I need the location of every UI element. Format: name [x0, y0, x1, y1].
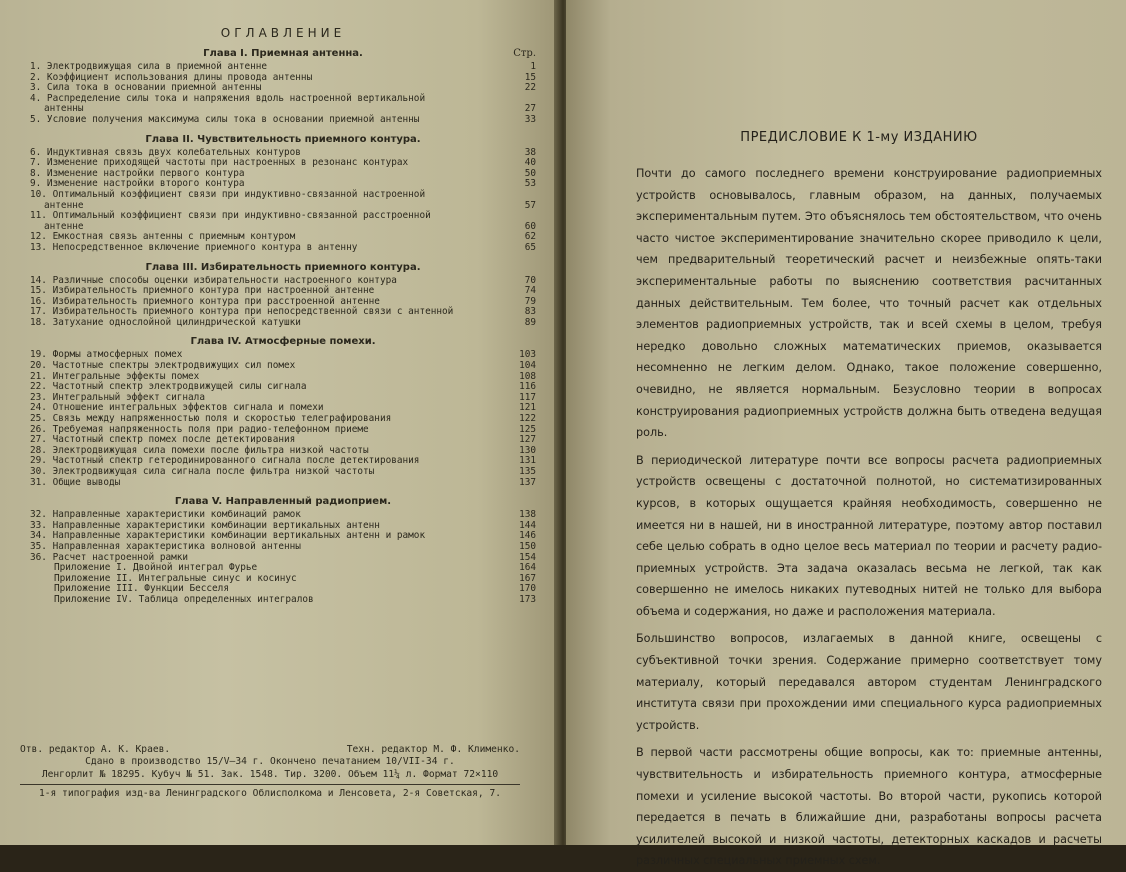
toc-entry-title: 24. Отношение интегральных эффектов сигнала и помехи [30, 402, 324, 414]
toc-entry-page: 1 [530, 61, 536, 72]
toc-entry-title: 27. Частотный спектр помех после детектирования [30, 434, 296, 446]
toc-entry-page: 83 [524, 306, 536, 318]
toc-entry-title: Приложение II. Интегральные синус и косинус [54, 572, 297, 584]
toc-entry-page: 164 [519, 562, 536, 574]
toc-chapter-title: Глава I. Приемная антенна. [203, 48, 363, 59]
toc-entry-title: антенны [44, 103, 84, 115]
toc-entry-page: 117 [519, 391, 536, 403]
toc-entry-page: 108 [519, 370, 536, 382]
toc-chapter [30, 132, 536, 148]
toc-entry-page: 173 [519, 593, 536, 605]
toc-entry-title: 32. Направленные характеристики комбинаций рамок [30, 509, 301, 521]
preface-title: ПРЕДИСЛОВИЕ К 1-му ИЗДАНИЮ [740, 130, 978, 145]
imprint-printer: 1-я типография изд-ва Ленинградского Облисполкома и Ленсовета, 2-я Советская, 7. [38, 788, 502, 800]
toc-entry-page: 65 [524, 241, 536, 253]
toc-entry-title: 30. Электродвижущая сила сигнала после фильтра низкой частоты [30, 466, 375, 477]
toc-entry-page: 50 [524, 167, 536, 179]
toc-entry-page: 27 [524, 103, 536, 115]
toc-entry [30, 478, 536, 489]
toc-entry-page: 137 [519, 476, 536, 488]
toc-entry-page: 74 [524, 285, 536, 297]
toc-entry-title: антенне [44, 220, 84, 232]
preface-paragraph: В периодической литературе почти все вопросы расчета радиоприемных устройств освещены с достаточной полнотой, но систематизированных курсов, в которых ощущается крайняя необходимость, совершенно не имеется ни в нашей, ни в иностранной литературе, поэтому автор поставил себе целью собрать в одно целое весь материал по теории и расчету радио-приемных устройств. Эта задача оказалась весьма не легкой, так как совершенно не имелось никаких путеводных нитей не только для выбора объема и содержания, но даже и расположения материала. [636, 453, 1102, 618]
toc-entry-title: 28. Электродвижущая сила помехи после фильтра низкой частоты [30, 444, 369, 456]
preface-paragraph: Большинство вопросов, излагаемых в данной книге, освещены с субъективной точки зрения. Содержание примерно соответствует тому материалу, который передавался автором студентам Ленинградского института связи при прохождении ими специального курса радиоприемных устройств. [636, 632, 1102, 732]
toc-entry-page [506, 190, 536, 201]
toc-entry-page: 57 [524, 199, 536, 211]
toc-entry [30, 94, 536, 105]
toc-entry [30, 595, 536, 606]
toc-chapter-title: Глава V. Направленный радиоприем. [174, 496, 392, 508]
preface-paragraph: В первой части рассмотрены общие вопросы, как то: приемные антенны, чувствительность и избирательность приемного контура, атмосферные помехи и усиление высокой частоты. Во второй части, рукопись которой передается в печать в ближайшие дни, разработаны вопросы расчета усилителей высокой и низкой частоты, детекторных каскадов и расчеты различных специальных приемных схем. [636, 746, 1102, 868]
toc-entry-page: 167 [519, 572, 536, 584]
toc-entry-title: Приложение I. Двойной интеграл Фурье [54, 562, 258, 574]
toc-entry-title: 20. Частотные спектры электродвижущих сил помех [30, 360, 296, 372]
toc-entry-page: 150 [519, 540, 536, 552]
toc-entry-page: 122 [519, 413, 536, 425]
toc-entry [30, 318, 536, 329]
toc-chapter-title: Глава II. Чувствительность приемного контура. [145, 133, 421, 145]
toc-entry-title: 6. Индуктивная связь двух колебательных контуров [30, 146, 301, 158]
toc-entry-title: 18. Затухание однослойной цилиндрической катушки [30, 316, 301, 328]
toc-entry-page: 146 [519, 530, 536, 542]
toc-entry-title: 26. Требуемая напряженность поля при радио-телефонном приеме [30, 423, 369, 435]
toc-entry-title: 8. Изменение настройки первого контура [30, 167, 245, 179]
toc-chapter [30, 494, 536, 510]
toc-entry-page: 135 [519, 466, 536, 477]
toc-title: ОГЛАВЛЕНИЕ [220, 26, 346, 40]
toc-entry-title: 5. Условие получения максимума силы тока в основании приемной антенны [30, 113, 420, 125]
toc-entry-page: 22 [524, 82, 536, 94]
toc-entry-page: 60 [524, 220, 536, 232]
toc-entry [30, 243, 536, 254]
toc-entry-title: Приложение III. Функции Бесселя [54, 583, 229, 595]
toc-entry-page: 127 [519, 434, 536, 446]
toc-entry [30, 115, 536, 126]
toc-entry-title: 15. Избирательность приемного контура при настроенной антенне [30, 285, 375, 297]
toc-chapter [30, 46, 536, 62]
toc-entry [30, 542, 536, 553]
toc-entry-page: 170 [519, 583, 536, 595]
toc-entry-title: 22. Частотный спектр электродвижущей силы сигнала [30, 381, 307, 393]
toc-entry-title: 2. Коэффициент использования длины провода антенны [30, 71, 313, 83]
toc-entry-page: 121 [519, 402, 536, 414]
toc-entry-title: 7. Изменение приходящей частоты при настроенных в резонанс контурах [30, 157, 409, 169]
toc-entry [30, 211, 536, 222]
toc-entry-page: 70 [524, 274, 536, 286]
preface-paragraph: Почти до самого последнего времени конструирование радиоприемных устройств основывалось, главным образом, на данных, получаемых экспериментальным путем. Это объяснялось тем обстоятельством, что очень часто чистое экспериментирование значительно скорее приводило к цели, чем предварительный теоретический расчет и неизбежные опять-таки экспериментальные работы по выяснению соответствия расчитанных данных действительным. Тем более, что точный расчет как отдельных элементов радиоприемных устройств, так и всей схемы в целом, требуя нередко довольно сложных математических приемов, оказывается несомненно не легким делом. Однако, такое положение совершенно, очевидно, не является нормальным. Безусловно теории в вопросах конструирования радиоприемных устройств должна быть отведена ведущая роль. [636, 167, 1102, 440]
toc-entry-page: 116 [519, 381, 536, 393]
toc-entry-title: 1. Электродвижущая сила в приемной антенне [30, 61, 268, 72]
toc-entry-page: 33 [524, 113, 536, 125]
toc-entry-page: 130 [519, 444, 536, 456]
toc-entry-page: 154 [519, 551, 536, 563]
toc-entry-title: 19. Формы атмосферных помех [30, 349, 183, 361]
toc-chapter [30, 260, 536, 276]
toc-entry-title: 14. Различные способы оценки избирательности настроенного контура [30, 274, 397, 286]
toc-entry [30, 190, 536, 201]
toc-entry-page: 53 [524, 178, 536, 190]
toc-entry-title: 21. Интегральные эффекты помех [30, 370, 200, 382]
toc-entry-title: 36. Расчет настроенной рамки [30, 551, 189, 563]
toc-chapter-title: Глава IV. Атмосферные помехи. [190, 336, 376, 348]
left-page-contents [0, 0, 562, 845]
toc-entry-page: 15 [524, 71, 536, 83]
right-page-preface [566, 0, 1126, 868]
toc-entry-title: 34. Направленные характеристики комбинации вертикальных антенн и рамок [30, 530, 426, 542]
toc-entry-page: 104 [519, 360, 536, 372]
toc-entry-title: 29. Частотный спектр гетеродинированного сигнала после детектирования [30, 455, 420, 467]
imprint-line1: Сдано в производство 15/V—34 г. Окончено печатанием 10/VII-34 г. [85, 756, 455, 768]
toc-entry-title: 10. Оптимальный коэффициент связи при индуктивно-связанной настроенной [30, 188, 426, 200]
toc-entry-title: антенне [44, 199, 84, 211]
toc-entry-title: 33. Направленные характеристики комбинации вертикальных антенн [30, 519, 380, 531]
toc-entry-title: Приложение IV. Таблица определенных интегралов [54, 593, 314, 605]
toc-entry-page: 103 [519, 349, 536, 361]
toc-entry-title: 31. Общие выводы [30, 476, 121, 488]
toc-entry [30, 62, 536, 73]
toc-chapter-title: Глава III. Избирательность приемного контура. [145, 261, 421, 273]
toc-entry-title: 35. Направленная характеристика волновой антенны [30, 540, 301, 552]
toc-entry-page: 79 [524, 295, 536, 307]
imprint-line2: Ленгорлит № 18295. Кубуч № 51. Зак. 1548. Тир. 3200. Объем 11¼ л. Формат 72×110 [41, 768, 499, 780]
toc-page-header: Стр. [513, 48, 536, 59]
toc-entry-title: 25. Связь между напряженностью поля и скоростью телеграфирования [30, 413, 392, 425]
toc-entry-page: 125 [519, 423, 536, 435]
toc-entry [30, 467, 536, 478]
toc-entry-page: 144 [519, 519, 536, 531]
toc-entry-title: 9. Изменение настройки второго контура [30, 178, 245, 190]
toc-entry-page: 131 [519, 455, 536, 467]
toc-entry-title: 12. Емкостная связь антенны с приемным контуром [30, 231, 296, 243]
toc-entry-page: 40 [524, 157, 536, 169]
imprint-editor: Отв. редактор А. К. Краев. [20, 744, 171, 755]
toc-entry-title: 13. Непосредственное включение приемного контура в антенну [30, 241, 358, 253]
toc-entry-title: 17. Избирательность приемного контура при непосредственной связи с антенной [30, 306, 454, 318]
toc-entry-title: 3. Сила тока в основании приемной антенны [30, 82, 262, 94]
imprint-tech-editor: Техн. редактор М. Ф. Клименко. [346, 744, 520, 755]
toc-entry-title: 16. Избирательность приемного контура при расстроенной антенне [30, 295, 380, 307]
toc-entry-page: 138 [519, 509, 536, 521]
toc-entry-title: 4. Распределение силы тока и напряжения вдоль настроенной вертикальной [30, 92, 426, 104]
imprint [20, 744, 520, 801]
preface-body [636, 163, 1102, 872]
toc-body [30, 46, 536, 606]
toc-entry-page: 89 [524, 316, 536, 328]
toc-chapter [30, 334, 536, 350]
toc-entry-page: 62 [524, 231, 536, 243]
toc-entry-title: 11. Оптимальный коэффициент связи при индуктивно-связанной расстроенной [30, 210, 431, 222]
imprint-rule [20, 784, 520, 785]
toc-entry-page: 38 [524, 146, 536, 158]
toc-entry-title: 23. Интегральный эффект сигнала [30, 391, 205, 403]
